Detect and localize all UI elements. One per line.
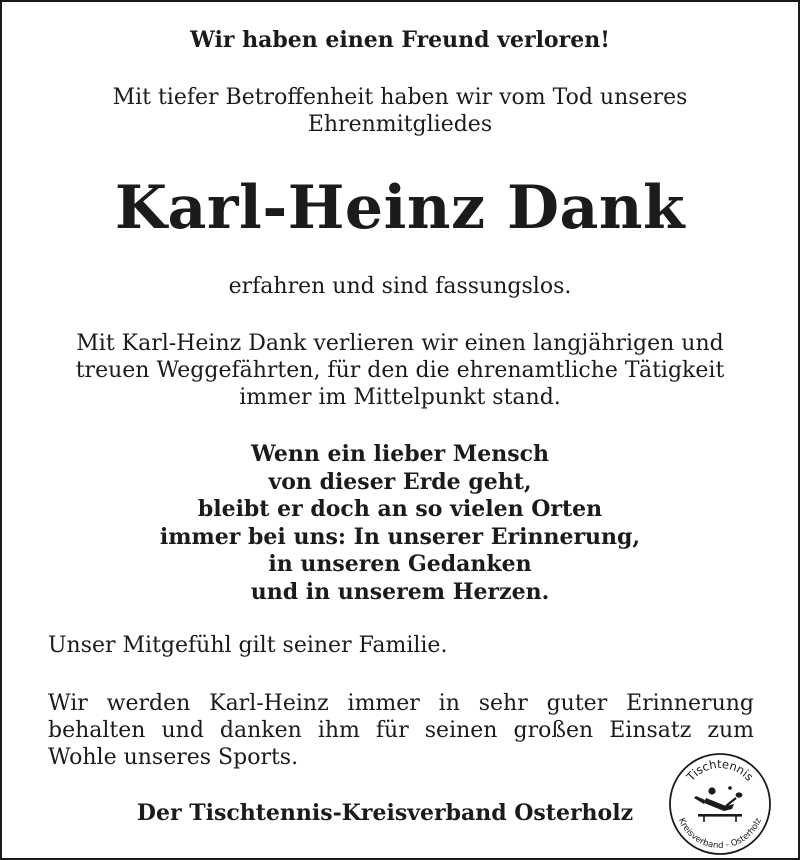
headline: Wir haben einen Freund verloren!	[190, 27, 610, 53]
tribute-line: immer im Mittelpunkt stand.	[239, 385, 561, 410]
logo-bottom-text: Kreisverband - Osterholz	[676, 816, 764, 852]
closing-line: Wohle unseres Sports.	[48, 745, 299, 770]
tribute-line: Mit Karl-Heinz Dank verlieren wir einen langjährigen und	[76, 331, 724, 356]
intro-text	[2, 84, 798, 138]
poem-line: Wenn ein lieber Mensch	[250, 441, 550, 467]
closing-paragraph	[48, 690, 754, 771]
intro-line: Mit tiefer Betroffenheit haben wir vom Tod unseres	[112, 85, 688, 110]
signature: Der Tischtennis-Kreisverband Osterholz	[136, 800, 634, 826]
poem	[2, 441, 798, 606]
poem-line: bleibt er doch an so vielen Orten	[197, 496, 603, 522]
tribute-paragraph	[2, 330, 798, 411]
after-name-text: erfahren und sind fassungslos.	[228, 274, 572, 299]
tribute-line: treuen Weggefährten, für den die ehrenamtliche Tätigkeit	[75, 358, 725, 383]
closing-line: Wir werden Karl-Heinz immer in sehr guter Erinnerung	[48, 691, 754, 716]
poem-line: und in unserem Herzen.	[250, 578, 550, 605]
poem-line: in unseren Gedanken	[268, 551, 532, 577]
intro-line: Ehrenmitgliedes	[307, 112, 493, 137]
poem-line: von dieser Erde geht,	[268, 468, 532, 495]
logo-top-text: Tischtennis	[683, 756, 757, 784]
deceased-name: Karl-Heinz Dank	[114, 173, 686, 243]
condolence-paragraph: Unser Mitgefühl gilt seiner Familie.	[48, 633, 448, 658]
poem-line: immer bei uns: In unserer Erinnerung,	[159, 523, 641, 550]
association-logo	[668, 752, 772, 856]
closing-line: behalten und danken ihm für seinen großen Einsatz zum	[48, 718, 754, 743]
